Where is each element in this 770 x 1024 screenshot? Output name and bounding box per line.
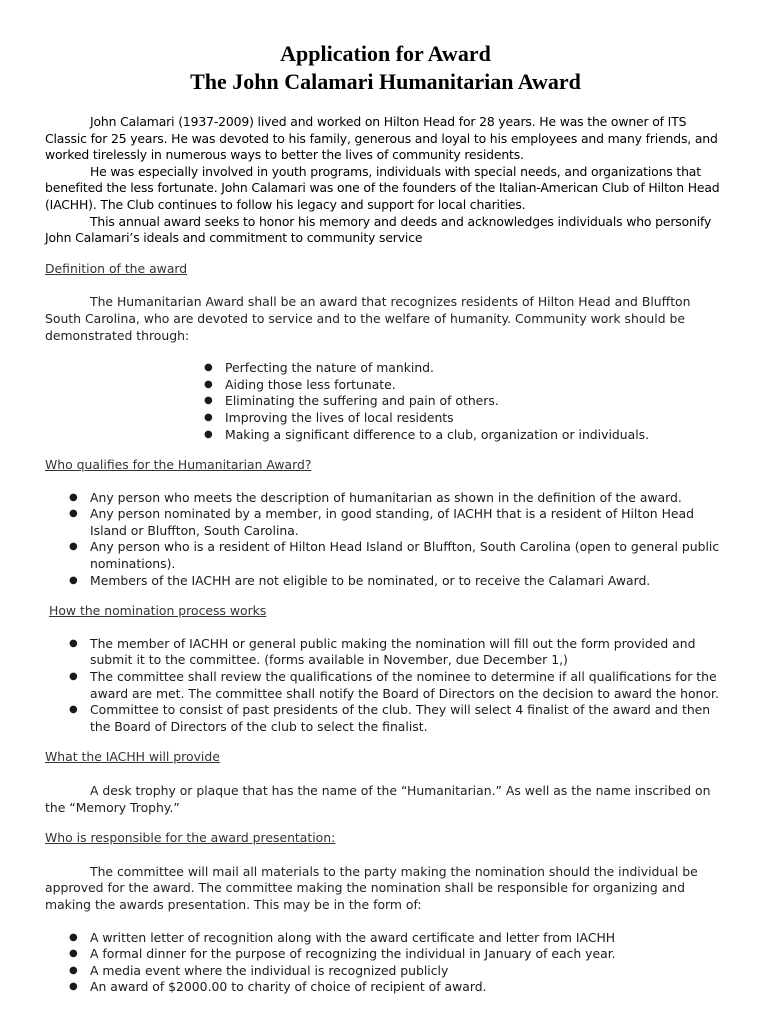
intro-paragraph: John Calamari (1937-2009) lived and worked on Hilton Head for 28 years. He was the owner of ITS Classic for 25 years. He was devoted to his family, generous and loyal to his employees and many friends, and worked tirelessly in numerous ways to better the lives of community residents. <box>45 114 718 163</box>
list-item: ● The committee shall review the qualifications of the nominee to determine if all qualifications for the award are met. The committee shall notify the Board of Directors on the decision to award the honor. <box>69 669 719 701</box>
list-item: ● Members of the IACHH are not eligible to be nominated, or to receive the Calamari Award. <box>69 572 651 588</box>
bullet-icon: ● <box>69 491 78 503</box>
presentation-text: The committee will mail all materials to the party making the nomination should the individual be approved for the award. The committee making the nomination shall be responsible for organizing and making the awards presentation. This may be in the form of: <box>45 863 698 912</box>
bullet-icon: ● <box>69 508 78 520</box>
bullet-icon: ● <box>204 395 213 407</box>
presentation-heading: Who is responsible for the award presentation: <box>45 830 336 846</box>
intro-paragraph: This annual award seeks to honor his memory and deeds and acknowledges individuals who personify John Calamari’s ideals and commitment to community service <box>45 213 712 246</box>
process-heading: How the nomination process works <box>49 603 267 619</box>
bullet-icon: ● <box>69 704 78 716</box>
presentation-list <box>69 929 726 996</box>
title-line-1: Application for Award <box>280 41 491 66</box>
list-item: ● Improving the lives of local residents <box>204 409 454 425</box>
bullet-icon: ● <box>69 948 78 960</box>
bullet-icon: ● <box>204 378 213 390</box>
list-item: ● Perfecting the nature of mankind. <box>204 360 434 376</box>
bullet-icon: ● <box>204 411 213 423</box>
list-item: ● A formal dinner for the purpose of recognizing the individual in January of each year. <box>69 946 616 962</box>
list-item: ● A written letter of recognition along with the award certificate and letter from IACHH <box>69 929 616 945</box>
definition-text: The Humanitarian Award shall be an award that recognizes residents of Hilton Head and Bluffton South Carolina, who are devoted to service and to the welfare of humanity. Community work should be demonstrated through: <box>45 294 691 343</box>
list-item: ● Any person who meets the description of humanitarian as shown in the definition of the award. <box>69 489 682 505</box>
list-item: ● Making a significant difference to a club, organization or individuals. <box>204 426 650 442</box>
list-item: ● The member of IACHH or general public making the nomination will fill out the form provided and submit it to the committee. (forms available in November, due December 1,) <box>69 635 696 668</box>
bullet-icon: ● <box>69 637 78 649</box>
list-item: ● A media event where the individual is recognized publicly <box>69 962 449 978</box>
list-item: ● Any person nominated by a member, in good standing, of IACHH that is a resident of Hilton Head Island or Bluffton, South Carolina. <box>69 506 694 538</box>
bullet-icon: ● <box>69 541 78 553</box>
qualifies-heading: Who qualifies for the Humanitarian Award? <box>45 457 312 473</box>
bullet-icon: ● <box>204 428 213 440</box>
title-line-2: The John Calamari Humanitarian Award <box>190 69 581 94</box>
list-item: ● Eliminating the suffering and pain of others. <box>204 393 499 409</box>
provide-text: A desk trophy or plaque that has the name of the “Humanitarian.” As well as the name inscribed on the “Memory Trophy.” <box>45 783 711 815</box>
bullet-icon: ● <box>69 671 78 683</box>
list-item: ● Committee to consist of past presidents of the club. They will select 4 finalist of the award and then the Board of Directors of the club to select the finalist. <box>69 702 711 734</box>
qualifies-list <box>69 489 726 590</box>
definition-list <box>204 360 726 443</box>
bullet-icon: ● <box>69 964 78 976</box>
intro-paragraph: He was especially involved in youth programs, individuals with special needs, and organizations that benefited the less fortunate. John Calamari was one of the founders of the Italian-American Club of Hilton Head (IACHH). The Club continues to follow his legacy and support for local charities. <box>45 163 720 212</box>
definition-heading: Definition of the award <box>45 260 188 276</box>
bullet-icon: ● <box>69 931 78 943</box>
list-item: ● An award of $2000.00 to charity of choice of recipient of award. <box>69 979 487 995</box>
intro-section <box>45 114 726 247</box>
bullet-icon: ● <box>69 981 78 993</box>
provide-heading: What the IACHH will provide <box>45 749 220 765</box>
bullet-icon: ● <box>204 362 213 374</box>
process-list <box>69 635 726 736</box>
list-item: ● Any person who is a resident of Hilton Head Island or Bluffton, South Carolina (open to general public nominations). <box>69 539 720 572</box>
list-item: ● Aiding those less fortunate. <box>204 376 396 392</box>
bullet-icon: ● <box>69 574 78 586</box>
